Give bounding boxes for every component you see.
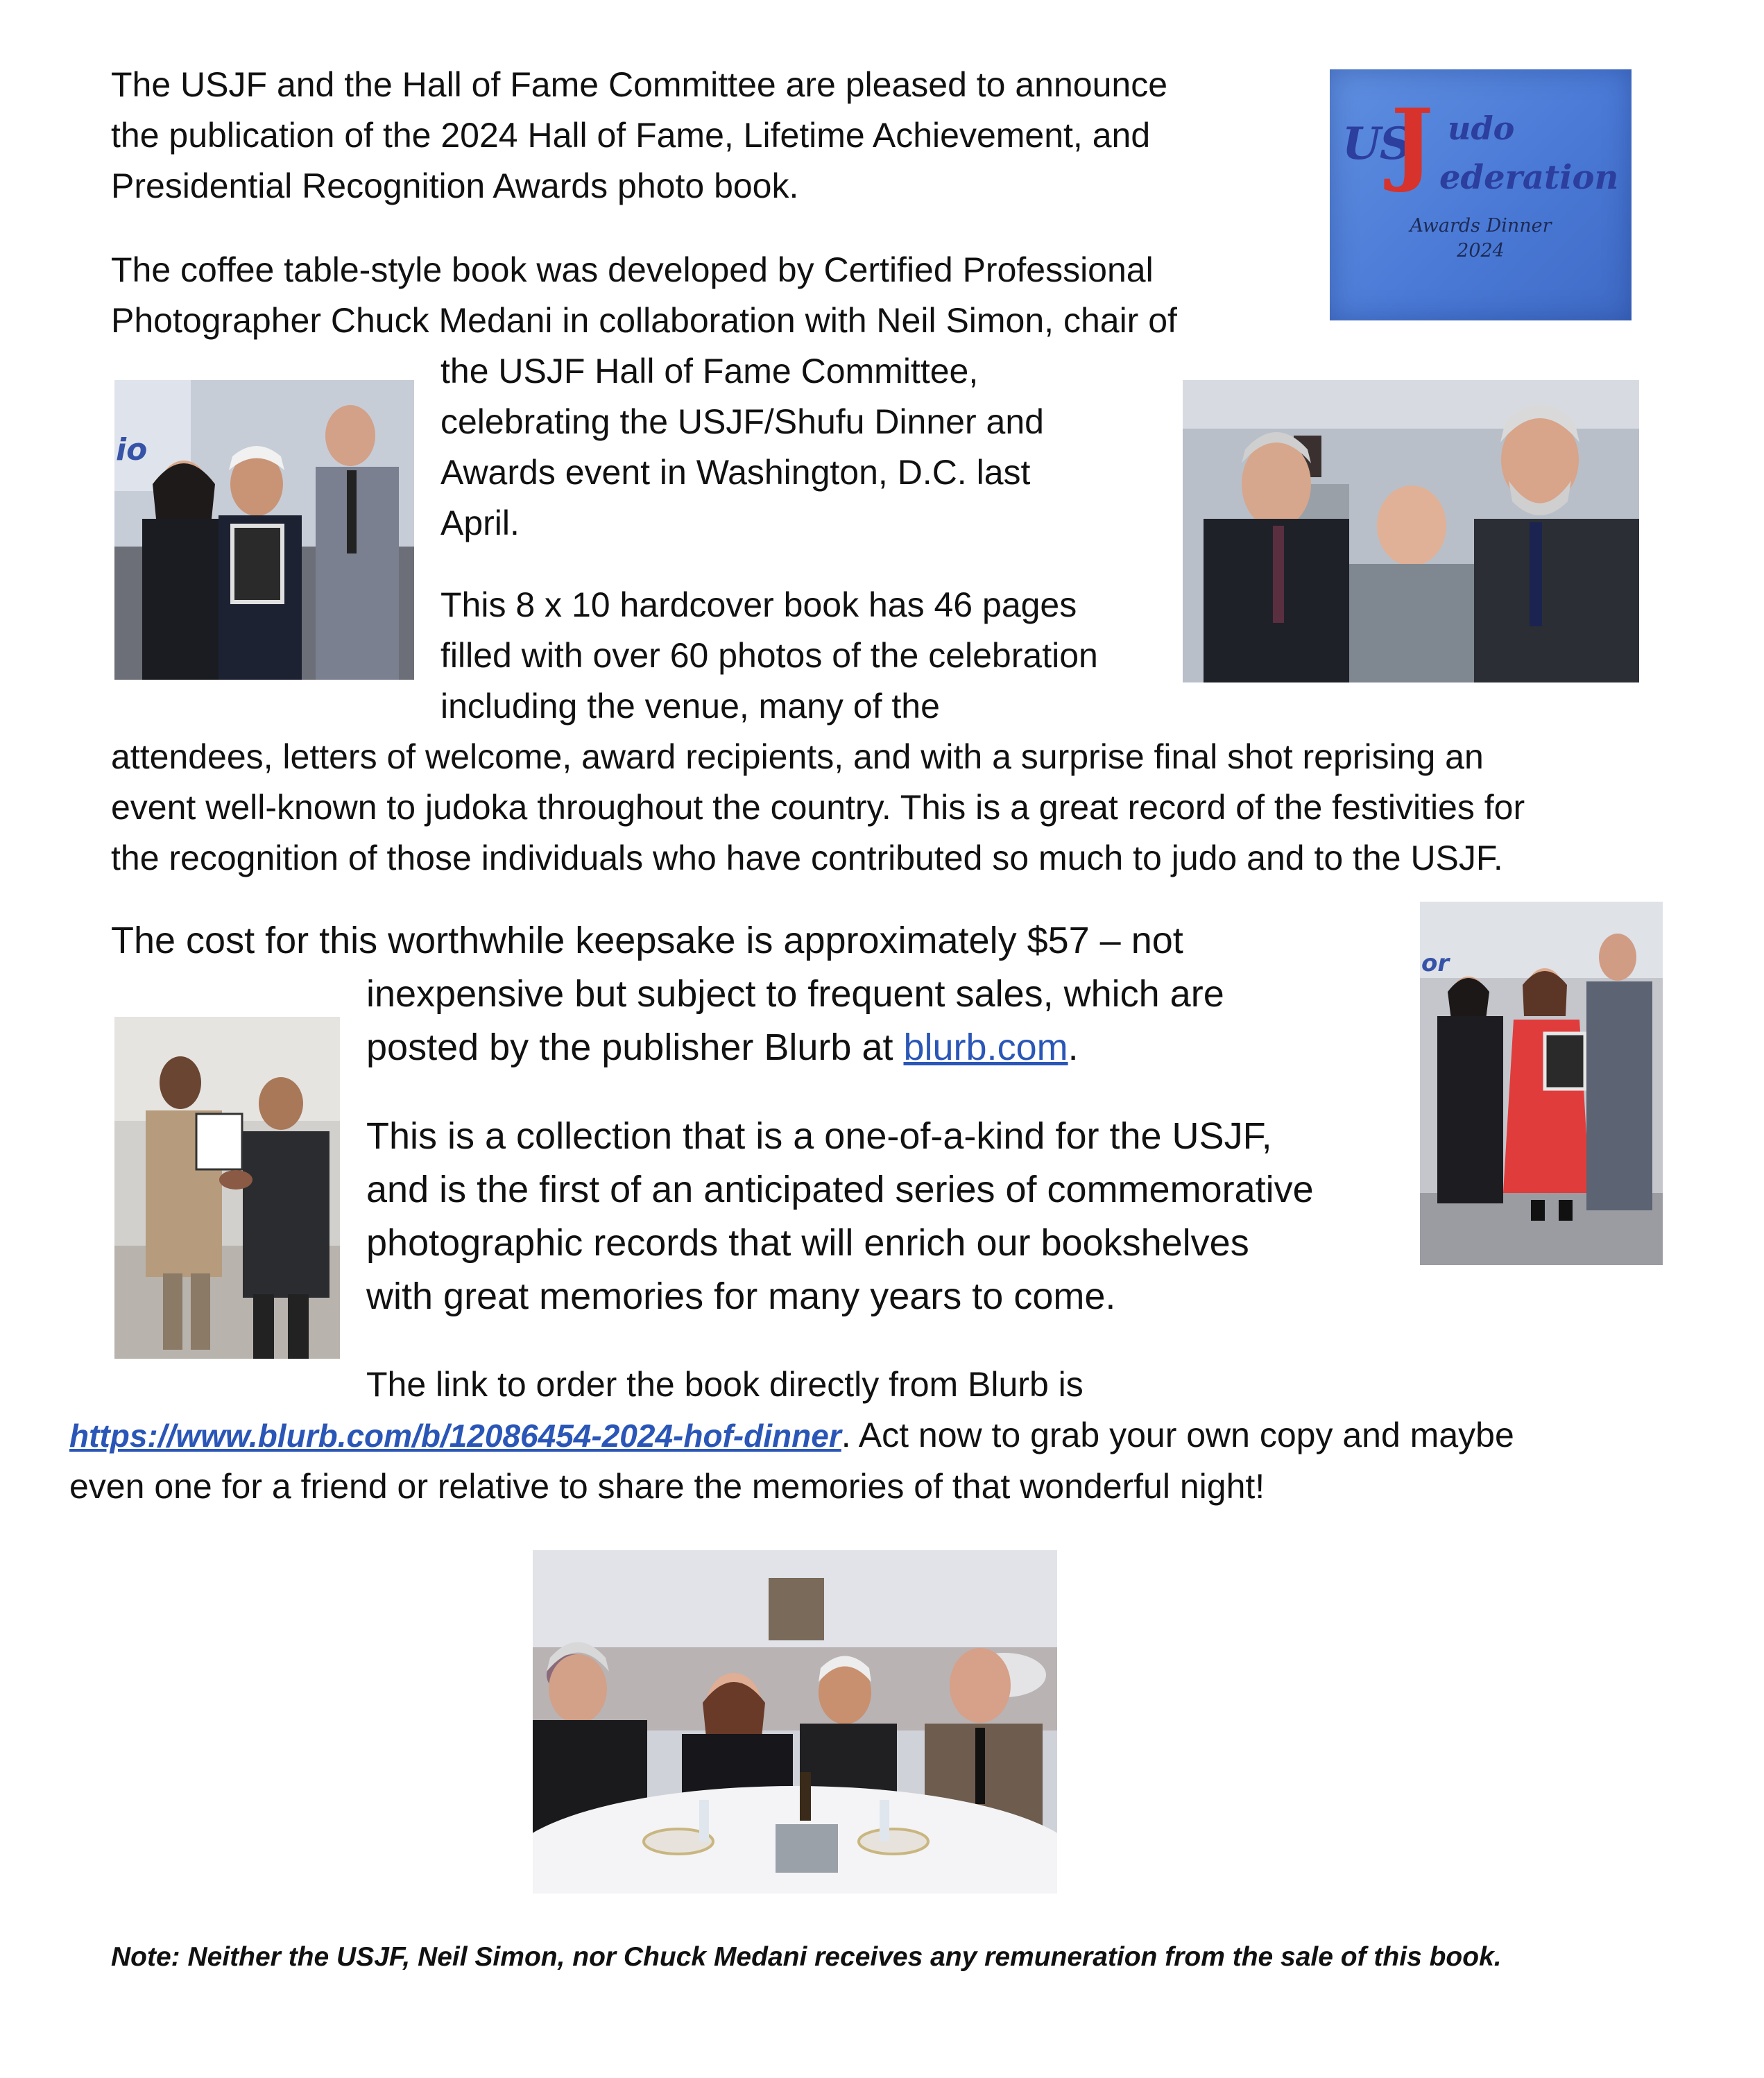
photo-dinner-table-group — [533, 1550, 1057, 1894]
order-paragraph: The link to order the book directly from Blurb is — [366, 1365, 1084, 1404]
svg-text:io: io — [116, 432, 148, 467]
photo-woman-in-red-award — [1420, 902, 1663, 1265]
logo-ederation: ederation — [1439, 158, 1619, 197]
usjf-awards-dinner-logo — [1330, 69, 1632, 320]
svg-text:or: or — [1421, 950, 1450, 977]
book-development-paragraph-cont: the USJF Hall of Fame Committee, celebrating the USJF/Shufu Dinner and Awards event in Washington, D.C. last April. — [440, 352, 1044, 542]
photo-three-men-smiling — [1183, 380, 1639, 682]
disclaimer-note: Note: Neither the USJF, Neil Simon, nor Chuck Medani receives any remuneration from the sale of this book. — [111, 1942, 1502, 1972]
book-description-paragraph-cont: attendees, letters of welcome, award recipients, and with a surprise final shot reprising an event well-known to judoka throughout the country. This is a great record of the festivities for the recognition of those individuals who have contributed so much to judo and to the USJF. — [111, 737, 1525, 877]
cost-paragraph: The cost for this worthwhile keepsake is approximately $57 – not — [111, 920, 1183, 961]
logo-event: Awards Dinner — [1410, 215, 1552, 237]
photo-handshake-certificate — [114, 1017, 340, 1359]
cost-paragraph-cont: inexpensive but subject to frequent sales, which are posted by the publisher Blurb at blurb.com. — [366, 973, 1224, 1068]
book-description-paragraph: This 8 x 10 hardcover book has 46 pages filled with over 60 photos of the celebration including the venue, many of the — [440, 585, 1098, 725]
order-book-link[interactable]: https://www.blurb.com/b/12086454-2024-hof-dinner — [69, 1418, 841, 1454]
book-development-paragraph: The coffee table-style book was developed by Certified Professional Photographer Chuck Medani in collaboration with Neil Simon, chair of — [111, 250, 1177, 340]
photo-award-plaque-three-people — [114, 380, 414, 680]
logo-us: US — [1342, 118, 1411, 170]
blurb-link[interactable]: blurb.com — [903, 1027, 1068, 1068]
logo-udo: udo — [1448, 110, 1515, 147]
logo-j: J — [1391, 89, 1434, 195]
collection-paragraph: This is a collection that is a one-of-a-kind for the USJF, and is the first of an anticipated series of commemorative photographic records that will enrich our bookshelves with great memories for many years to come. — [366, 1115, 1314, 1317]
order-paragraph-cont: https://www.blurb.com/b/12086454-2024-hof-dinner. Act now to grab your own copy and maybe even one for a friend or relative to share the memories of that wonderful night! — [69, 1416, 1514, 1506]
intro-paragraph: The USJF and the Hall of Fame Committee are pleased to announce the publication of the 2024 Hall of Fame, Lifetime Achievement, and Presidential Recognition Awards photo book. — [111, 65, 1168, 205]
logo-year: 2024 — [1457, 240, 1505, 261]
